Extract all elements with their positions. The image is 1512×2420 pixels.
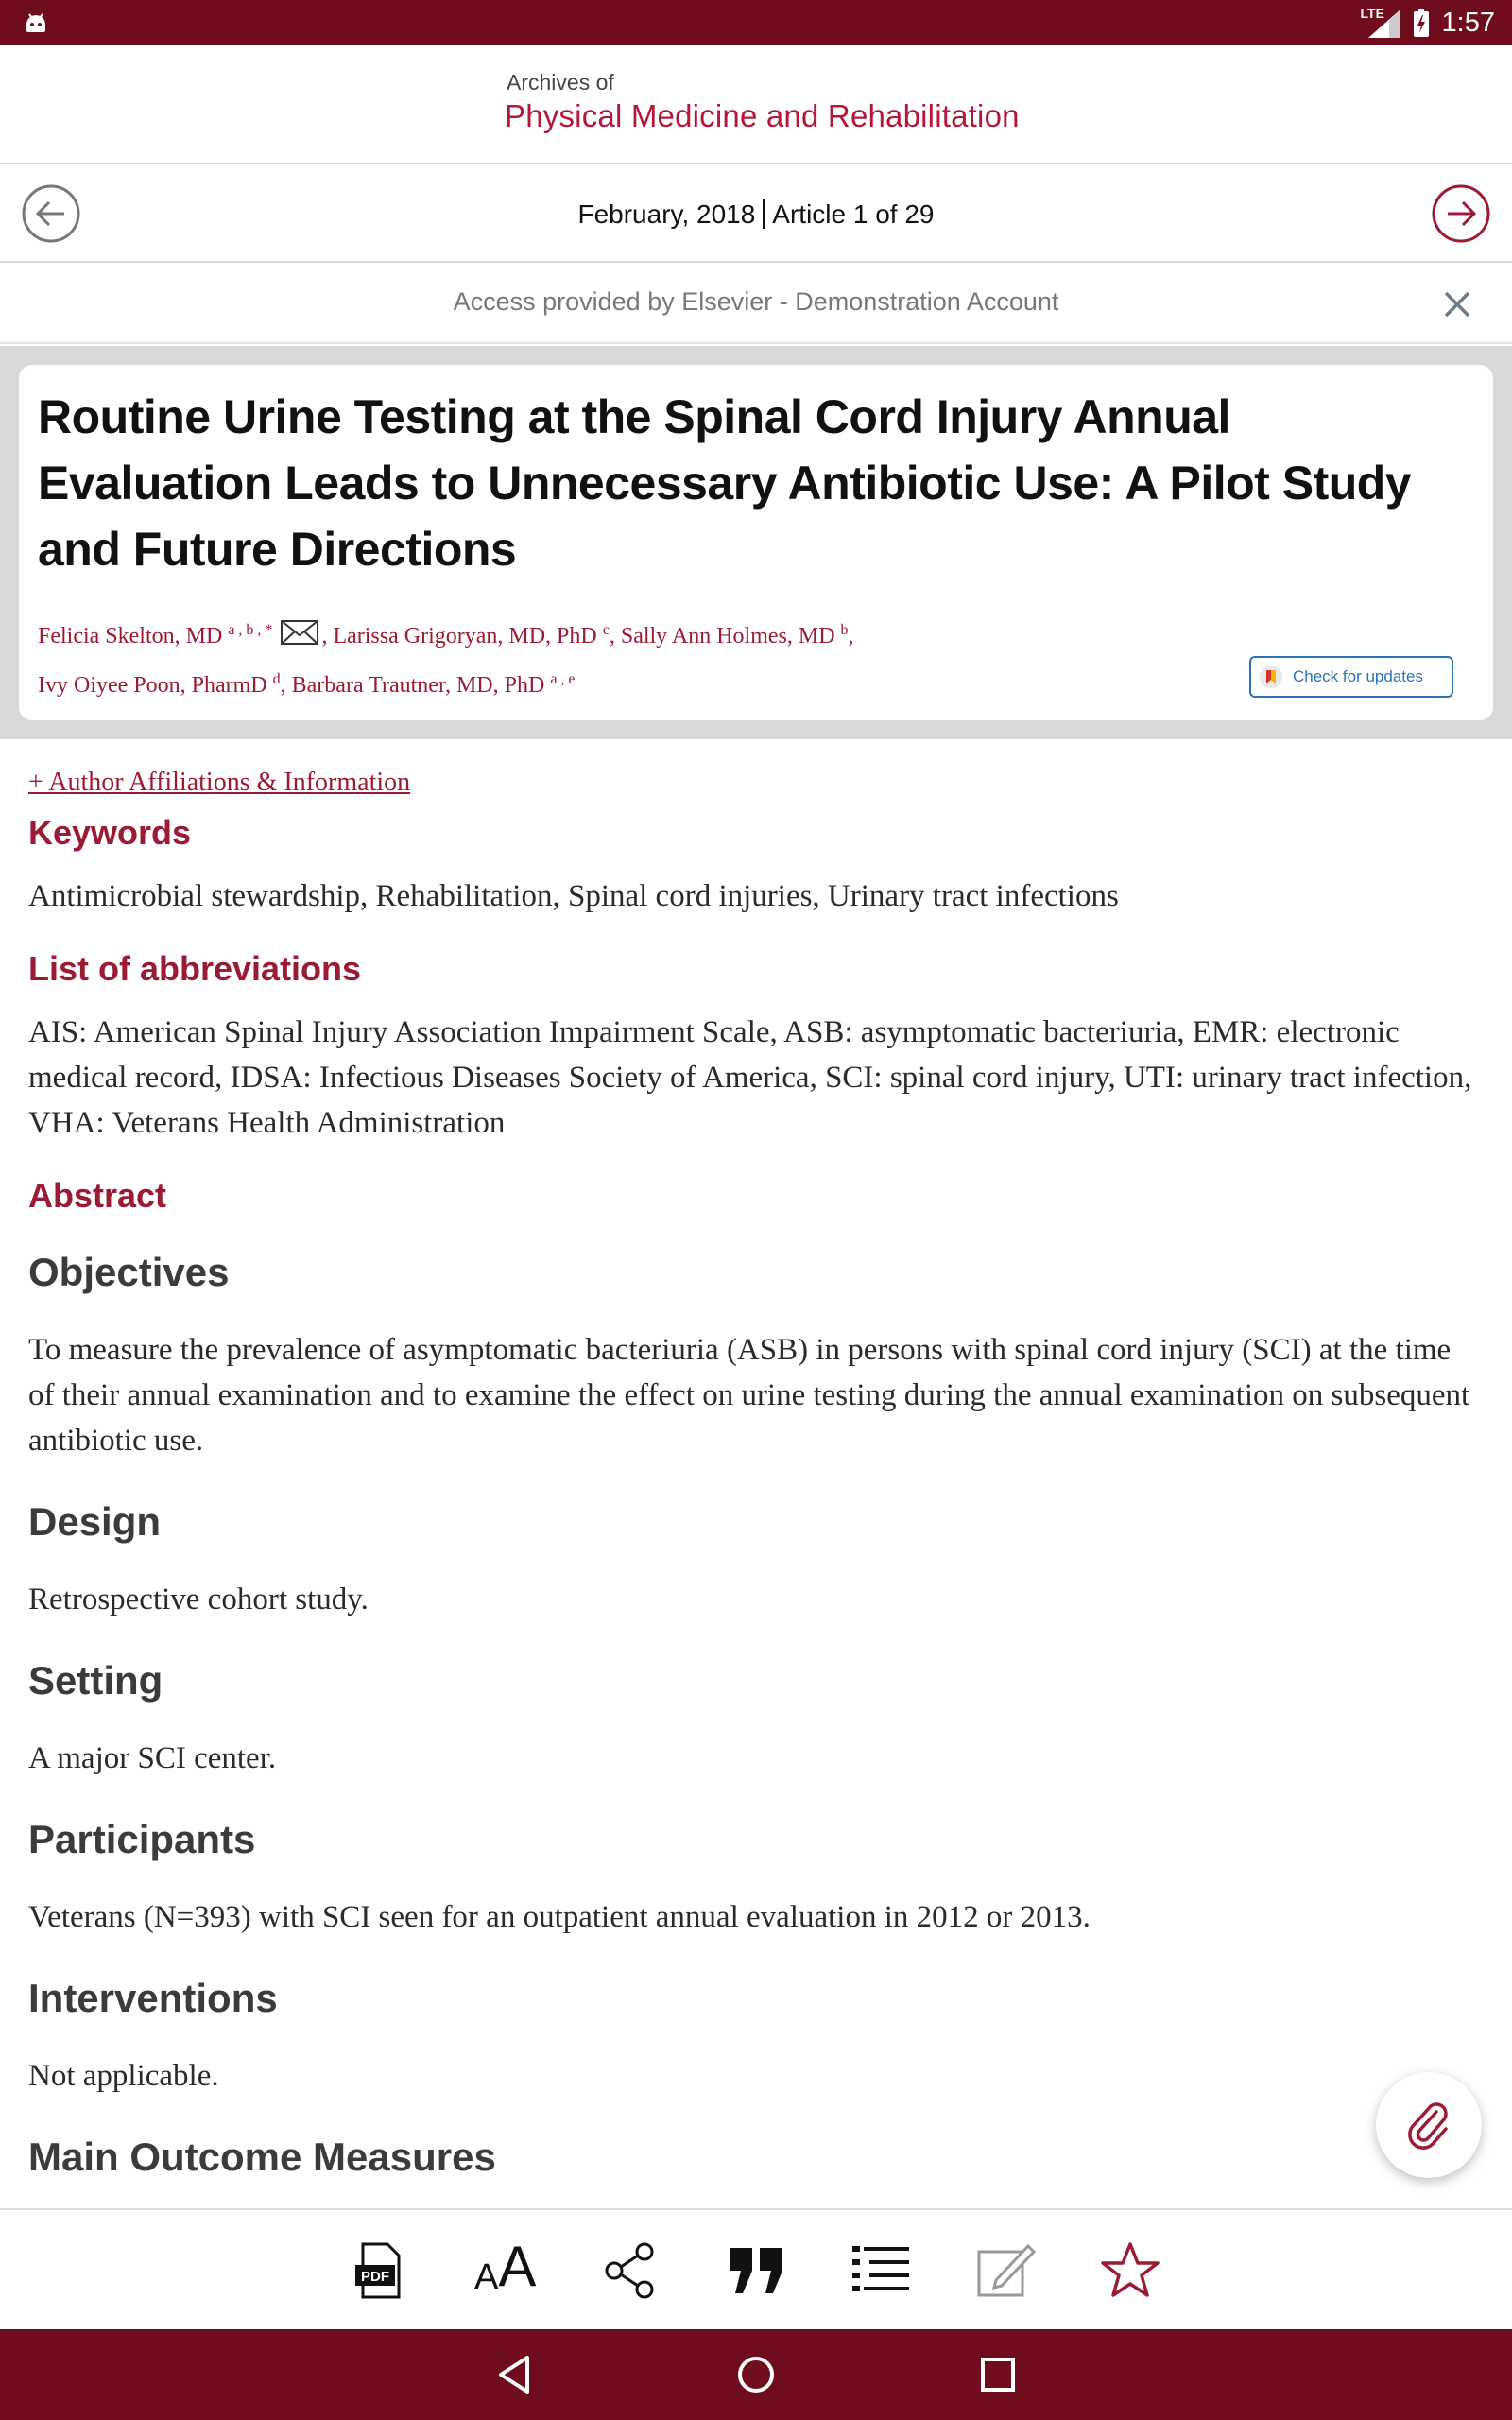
close-icon[interactable]	[1440, 287, 1474, 321]
author-link[interactable]: Sally Ann Holmes, MD	[620, 624, 835, 648]
signal-icon	[1361, 8, 1400, 38]
interventions-text: Not applicable.	[28, 2059, 219, 2093]
access-banner	[0, 267, 1512, 344]
keywords-heading: Keywords	[28, 813, 192, 852]
crossmark-icon	[1259, 665, 1283, 689]
journal-header	[0, 45, 1512, 163]
participants-text: Veterans (N=393) with SCI seen for an outpatient annual evaluation in 2012 or 2013.	[28, 1900, 1091, 1934]
author-affiliation-marker: d	[272, 671, 281, 687]
access-banner-text: Access provided by Elsevier - Demonstration Account	[453, 287, 1059, 316]
journal-name: Physical Medicine and Rehabilitation	[505, 98, 1020, 133]
favorite-icon[interactable]	[1100, 2240, 1160, 2301]
author-link[interactable]: Felicia Skelton, MD	[38, 624, 223, 648]
article-toolbar	[0, 2208, 1512, 2329]
pdf-icon[interactable]	[350, 2240, 410, 2301]
paperclip-icon	[1402, 2099, 1455, 2152]
interventions-heading: Interventions	[28, 1976, 278, 2020]
author-affiliations-link[interactable]: + Author Affiliations & Information	[28, 768, 411, 797]
note-icon[interactable]	[975, 2240, 1036, 2301]
design-heading: Design	[28, 1499, 162, 1544]
issue-date: February, 2018	[577, 199, 756, 229]
text-size-large-a: A	[498, 2235, 537, 2298]
author-list: Felicia Skelton, MD $^{a , b , *}$ , Larissa Grigoryan, MD, PhD $^c$, Sally Ann Holmes, MD $^b$, Ivy Oiyee Poon, PharmD $^d$, Barbara Trautner, MD, PhD $^{a , e}$	[38, 609, 1266, 707]
objectives-heading: Objectives	[28, 1250, 230, 1294]
author-affiliation-marker: b	[840, 622, 849, 638]
setting-text: A major SCI center.	[28, 1741, 277, 1775]
article-position: Article 1 of 29	[772, 199, 935, 229]
back-icon[interactable]	[493, 2352, 539, 2397]
article-title: Routine Urine Testing at the Spinal Cord Injury Annual Evaluation Leads to Unnecessary Antibiotic Use: A Pilot Study and Future Directions	[38, 390, 1412, 576]
check-for-updates-label: Check for updates	[1293, 667, 1423, 685]
issue-info	[0, 199, 1512, 230]
author-affiliation-marker: a , e	[550, 671, 576, 687]
author-link[interactable]: Larissa Grigoryan, MD, PhD	[333, 624, 597, 648]
supplementary-material-button[interactable]	[1376, 2072, 1482, 2178]
issue-navigation	[0, 163, 1512, 263]
author-affiliation-marker: c	[602, 622, 610, 638]
abstract-heading: Abstract	[28, 1176, 167, 1215]
share-icon[interactable]	[601, 2240, 662, 2301]
quote-icon[interactable]	[726, 2240, 786, 2301]
participants-heading: Participants	[28, 1817, 256, 1861]
abbreviations-text: AIS: American Spinal Injury Association Impairment Scale, ASB: asymptomatic bacteriuria, EMR: electronic medical record, IDSA: Infectious Diseases Society of America, SCI: spinal cord injury, UTI: urinary tract infection, VHA: Veterans Health Administration	[28, 1015, 1472, 1140]
android-notification-icon	[23, 9, 49, 36]
email-icon[interactable]	[280, 618, 319, 647]
recents-icon[interactable]	[975, 2352, 1021, 2397]
article-header-card	[19, 365, 1493, 720]
abbreviations-heading: List of abbreviations	[28, 949, 362, 988]
text-size-icon[interactable]	[474, 2235, 537, 2298]
author-link[interactable]: Barbara Trautner, MD, PhD	[291, 673, 545, 698]
author-link[interactable]: Ivy Oiyee Poon, PharmD	[38, 673, 267, 698]
pdf-icon-label: PDF	[361, 2269, 389, 2285]
setting-heading: Setting	[28, 1658, 163, 1703]
status-bar	[0, 0, 1512, 45]
network-type: LTE	[1360, 6, 1384, 21]
text-size-small-a: A	[474, 2257, 499, 2297]
check-for-updates-button[interactable]	[1249, 656, 1453, 698]
design-text: Retrospective cohort study.	[28, 1582, 369, 1616]
home-icon[interactable]	[733, 2352, 779, 2397]
journal-name-prefix: Archives of	[507, 70, 614, 95]
battery-icon	[1412, 8, 1431, 38]
objectives-text: To measure the prevalence of asymptomatic bacteriuria (ASB) in persons with spinal cord injury (SCI) at the time of their annual examination and to examine the effect on urine testing during the annual examination on subsequent antibiotic use.	[28, 1333, 1470, 1458]
author-affiliation-marker: a , b , *	[228, 622, 273, 638]
next-article-button[interactable]	[1431, 183, 1491, 244]
outline-icon[interactable]	[850, 2240, 911, 2301]
separator	[763, 199, 765, 229]
clock: 1:57	[1441, 7, 1495, 38]
keywords-text: Antimicrobial stewardship, Rehabilitation, Spinal cord injuries, Urinary tract infections	[28, 879, 1119, 913]
main-outcome-measures-heading: Main Outcome Measures	[28, 2135, 496, 2179]
system-navigation-bar	[0, 2329, 1512, 2420]
